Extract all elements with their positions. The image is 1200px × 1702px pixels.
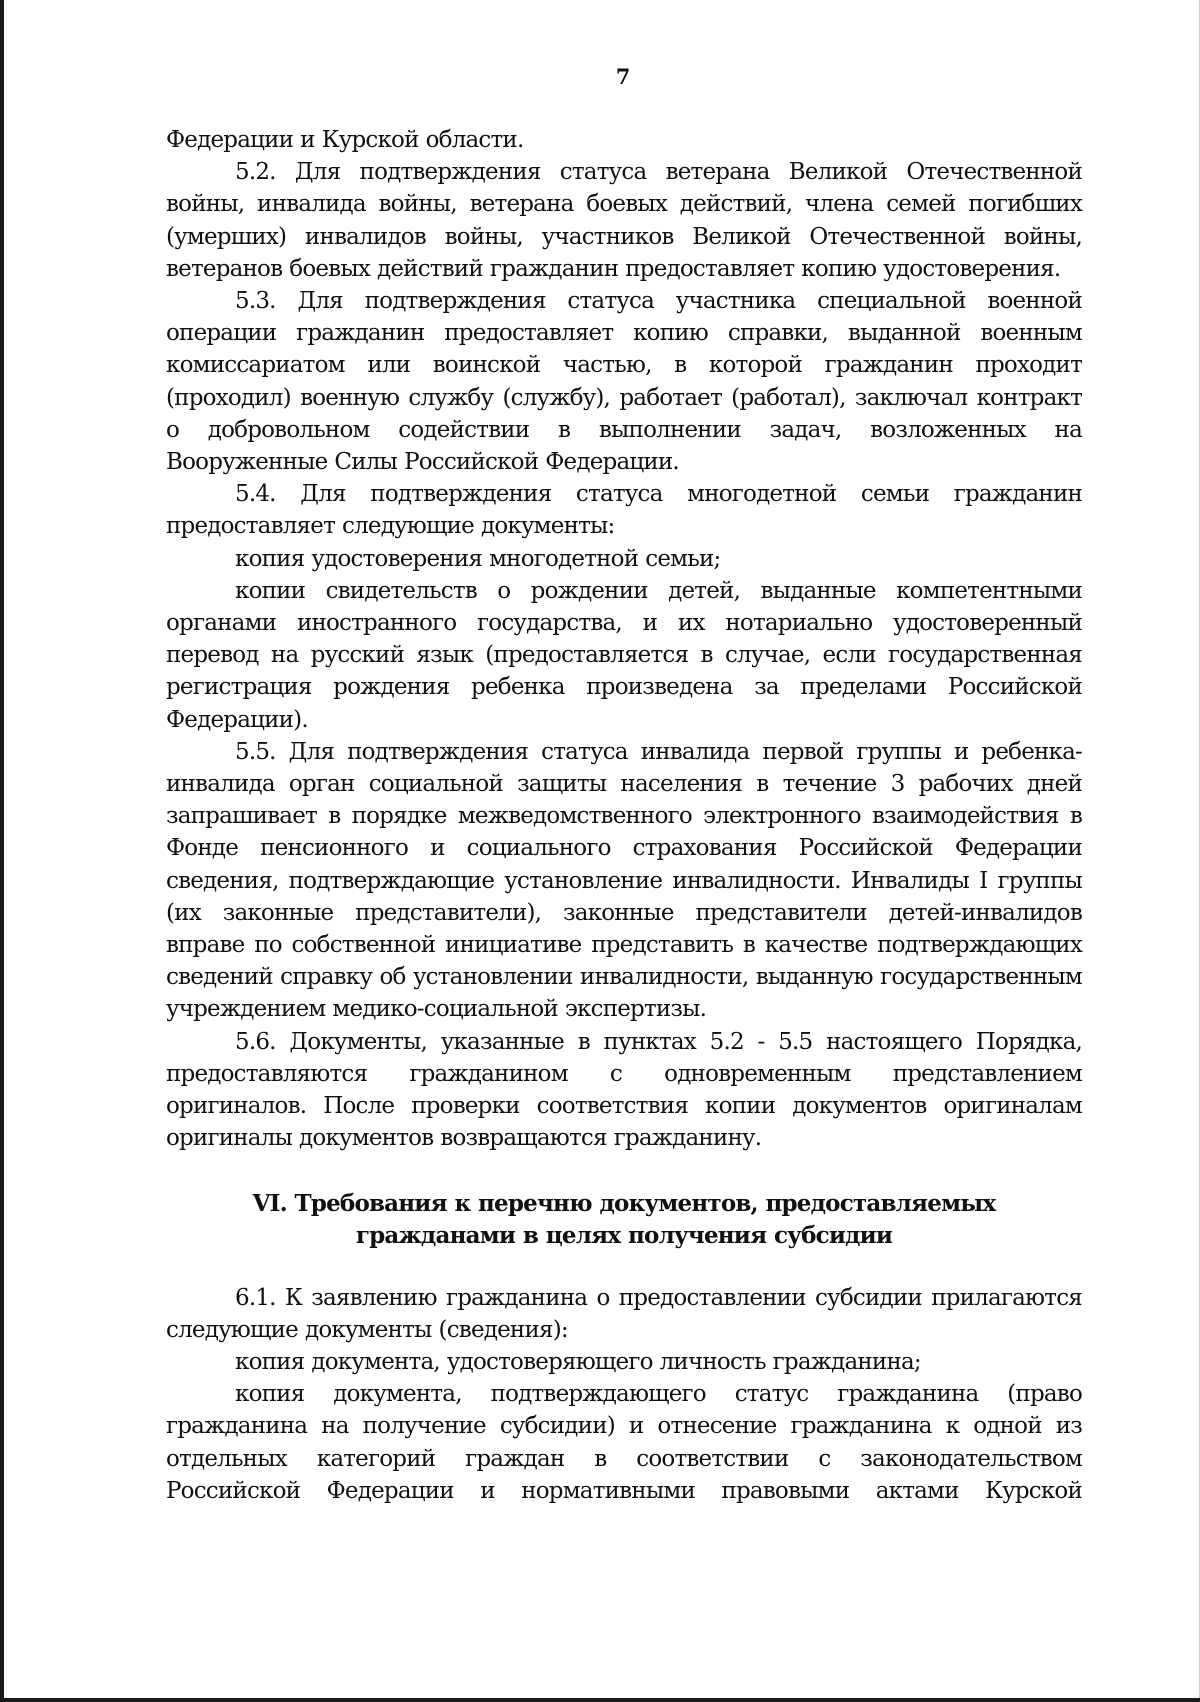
section-heading-line-1: VI. Требования к перечню документов, предоставляемых [252, 1189, 996, 1217]
paragraph-5-5: 5.5. Для подтверждения статуса инвалида первой группы и ребенка-инвалида орган социальной защиты населения в течение 3 рабочих дней запрашивает в порядке межведомственного электронного взаимодействия в Фонде пенсионного и социального страхования Российской Федерации сведения, подтверждающие установление инвалидности. Инвалиды I группы (их законные представители), законные представители детей-инвалидов вправе по собственной инициативе представить в качестве подтверждающих сведений справку об установлении инвалидности, выданную государственным учреждением медико-социальной экспертизы. [166, 738, 1082, 1023]
paragraph-6-1-item-2: копия документа, подтверждающего статус гражданина (право гражданина на получение субсидии) и отнесение гражданина к одной из отдельных категорий граждан в соответствии с законодательством Российской Федерации и нормативными правовыми актами Курской [166, 1381, 1082, 1504]
document-body [166, 124, 1082, 1507]
paragraph-5-4-item-1: копия удостоверения многодетной семьи; [235, 545, 721, 572]
paragraph-6-1-item-1: копия документа, удостоверяющего личность гражданина; [235, 1348, 921, 1375]
page-number: 7 [615, 64, 631, 89]
paragraph-6-1: 6.1. К заявлению гражданина о предоставлении субсидии прилагаются следующие документы (сведения): [166, 1284, 1082, 1343]
paragraph-5-6: 5.6. Документы, указанные в пунктах 5.2 - 5.5 настоящего Порядка, предоставляются гражданином с одновременным представлением оригиналов. После проверки соответствия копии документов оригиналам оригиналы документов возвращаются гражданину. [166, 1028, 1082, 1152]
scan-edge-bottom [0, 1698, 1200, 1702]
scan-edge-left [0, 0, 4, 1702]
paragraph-5-3: 5.3. Для подтверждения статуса участника специальной военной операции гражданин предоставляет копию справки, выданной военным комиссариатом или воинской частью, в которой гражданин проходит (проходил) военную службу (службу), работает (работал), заключал контракт о добровольном содействии в выполнении задач, возложенных на Вооруженные Силы Российской Федерации. [166, 288, 1082, 476]
paragraph-5-4: 5.4. Для подтверждения статуса многодетной семьи гражданин предоставляет следующие документы: [166, 481, 1082, 540]
section-heading [166, 1188, 1082, 1252]
paragraph-continuation: Федерации и Курской области. [166, 127, 524, 153]
section-heading-line-2: гражданами в целях получения субсидии [355, 1221, 893, 1249]
paragraph-5-2: 5.2. Для подтверждения статуса ветерана Великой Отечественной войны, инвалида войны, ветерана боевых действий, члена семей погибших (умерших) инвалидов войны, участников Великой Отечественной войны, ветеранов боевых действий гражданин предоставляет копию удостоверения. [166, 159, 1082, 282]
paragraph-5-4-item-2: копии свидетельств о рождении детей, выданные компетентными органами иностранного государства, и их нотариально удостоверенный перевод на русский язык (предоставляется в случае, если государственная регистрация рождения ребенка произведена за пределами Российской Федерации). [166, 577, 1082, 733]
